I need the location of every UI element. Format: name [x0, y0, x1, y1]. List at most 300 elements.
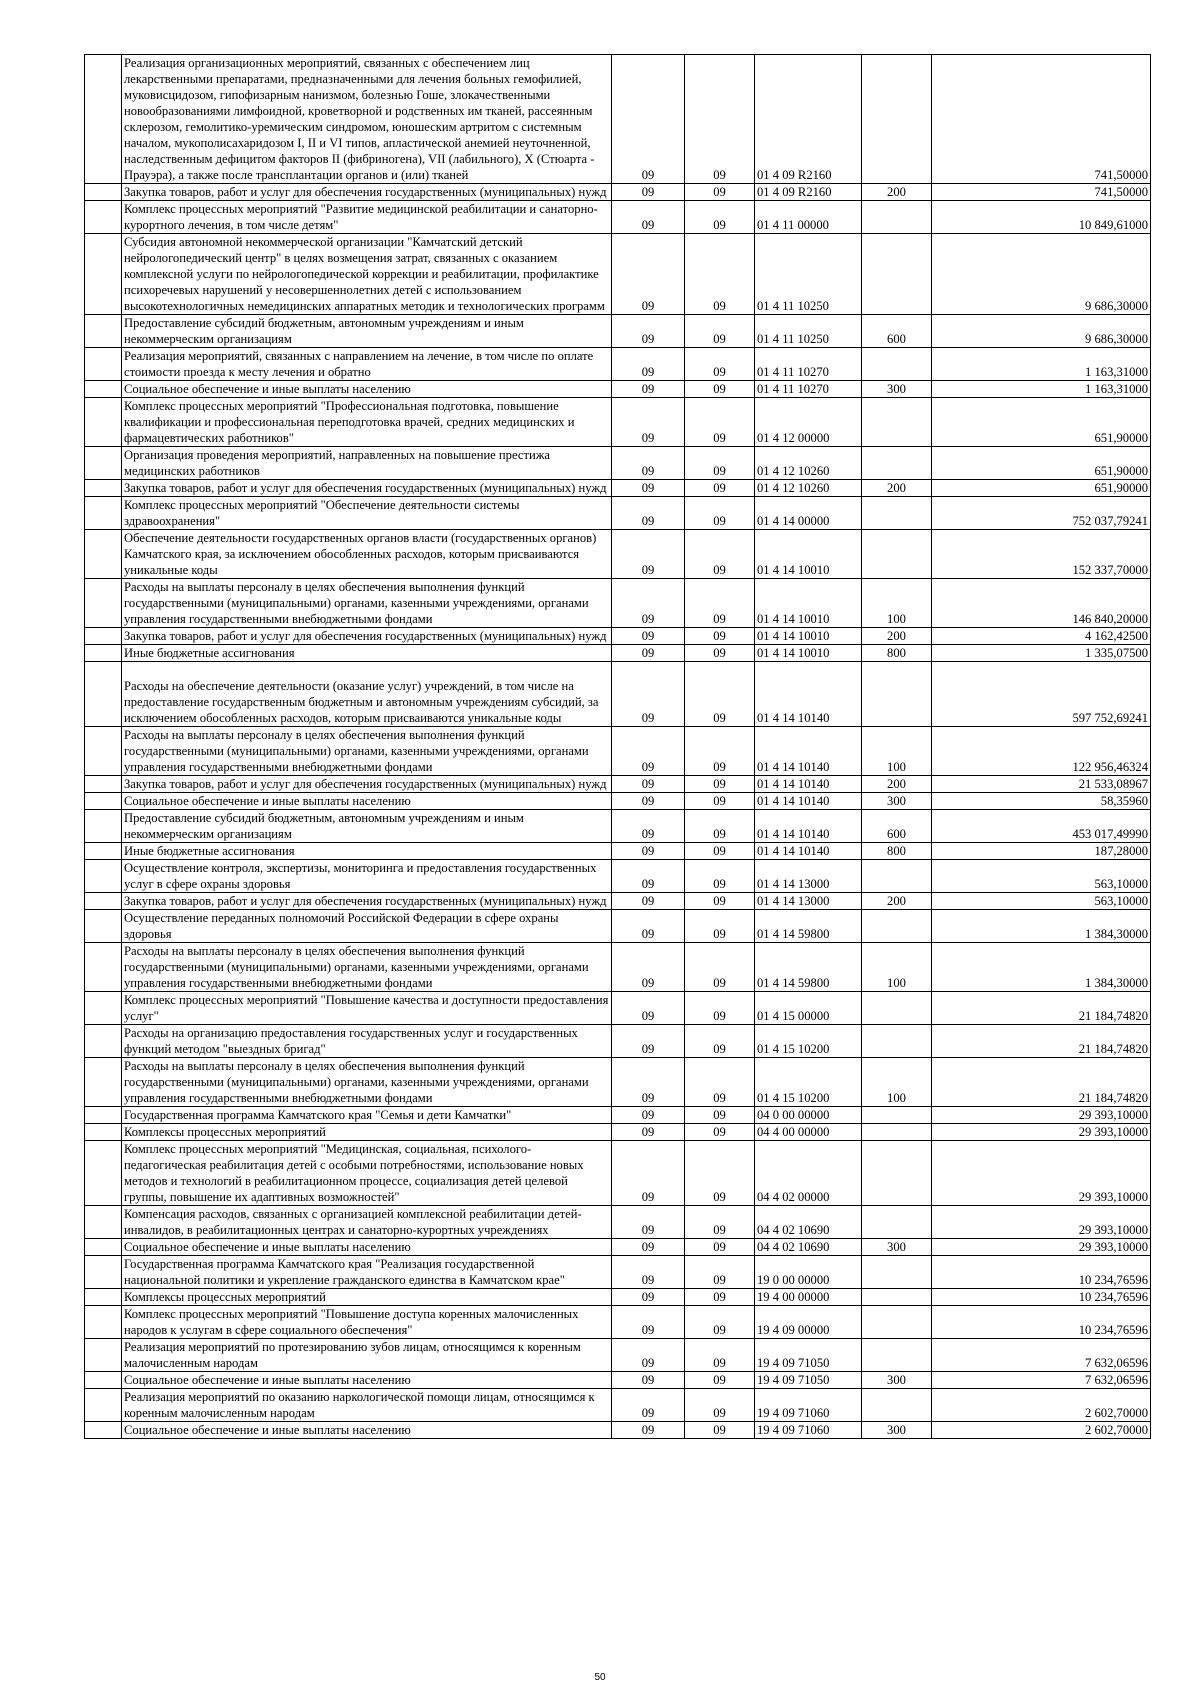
blank-cell — [85, 497, 122, 530]
expense-name-cell: Компенсация расходов, связанных с организацией комплексной реабилитации детей-инвалидов, в реабилитационных центрах и санаторно-курортных учреждениях — [122, 1206, 612, 1239]
expense-type-cell — [862, 662, 932, 727]
section-cell: 09 — [612, 910, 685, 943]
blank-cell — [85, 793, 122, 810]
table-row — [85, 910, 1151, 943]
target-article-cell: 04 4 02 00000 — [755, 1141, 862, 1206]
sum-cell: 1 163,31000 — [932, 381, 1151, 398]
table-row — [85, 381, 1151, 398]
sum-cell: 7 632,06596 — [932, 1372, 1151, 1389]
expense-name-cell: Предоставление субсидий бюджетным, автономным учреждениям и иным некоммерческим организациям — [122, 810, 612, 843]
target-article-cell: 01 4 14 13000 — [755, 860, 862, 893]
expense-type-cell: 200 — [862, 776, 932, 793]
expense-type-cell — [862, 497, 932, 530]
target-article-cell: 19 4 09 00000 — [755, 1306, 862, 1339]
sum-cell: 29 393,10000 — [932, 1206, 1151, 1239]
blank-cell — [85, 315, 122, 348]
target-article-cell: 01 4 12 10260 — [755, 447, 862, 480]
expense-type-cell — [862, 1124, 932, 1141]
sum-cell: 651,90000 — [932, 480, 1151, 497]
section-cell: 09 — [612, 1124, 685, 1141]
expense-name-cell: Комплекс процессных мероприятий "Профессиональная подготовка, повышение квалификации и профессиональная переподготовка врачей, средних медицинских и фармацевтических работников" — [122, 398, 612, 447]
blank-cell — [85, 1206, 122, 1239]
sum-cell: 21 184,74820 — [932, 1058, 1151, 1107]
section-cell: 09 — [612, 234, 685, 315]
expense-name-cell: Социальное обеспечение и иные выплаты населению — [122, 381, 612, 398]
section-cell: 09 — [612, 348, 685, 381]
table-row — [85, 810, 1151, 843]
table-row — [85, 1372, 1151, 1389]
sum-cell: 29 393,10000 — [932, 1239, 1151, 1256]
section-cell: 09 — [612, 1256, 685, 1289]
blank-cell — [85, 1058, 122, 1107]
expense-name-cell: Расходы на обеспечение деятельности (оказание услуг) учреждений, в том числе на предоставление государственным бюджетным и автономным учреждениям субсидий, за исключением обособленных расходов, которым присваиваются уникальные коды — [122, 662, 612, 727]
expense-type-cell — [862, 1306, 932, 1339]
subsection-cell: 09 — [685, 1256, 755, 1289]
subsection-cell: 09 — [685, 1141, 755, 1206]
expense-type-cell: 200 — [862, 628, 932, 645]
sum-cell: 21 533,08967 — [932, 776, 1151, 793]
table-row — [85, 579, 1151, 628]
section-cell: 09 — [612, 579, 685, 628]
target-article-cell: 19 4 09 71050 — [755, 1372, 862, 1389]
section-cell: 09 — [612, 447, 685, 480]
sum-cell: 9 686,30000 — [932, 234, 1151, 315]
table-row — [85, 1107, 1151, 1124]
expense-name-cell: Закупка товаров, работ и услуг для обеспечения государственных (муниципальных) нужд — [122, 776, 612, 793]
subsection-cell: 09 — [685, 497, 755, 530]
expense-name-cell: Реализация мероприятий по протезированию зубов лицам, относящимся к коренным малочисленным народам — [122, 1339, 612, 1372]
blank-cell — [85, 1289, 122, 1306]
expense-type-cell — [862, 398, 932, 447]
sum-cell: 651,90000 — [932, 447, 1151, 480]
target-article-cell: 01 4 12 00000 — [755, 398, 862, 447]
section-cell: 09 — [612, 943, 685, 992]
subsection-cell: 09 — [685, 793, 755, 810]
expense-type-cell — [862, 201, 932, 234]
section-cell: 09 — [612, 1389, 685, 1422]
table-row — [85, 1206, 1151, 1239]
expense-type-cell: 100 — [862, 1058, 932, 1107]
expense-name-cell: Социальное обеспечение и иные выплаты населению — [122, 1239, 612, 1256]
sum-cell: 10 234,76596 — [932, 1256, 1151, 1289]
section-cell: 09 — [612, 810, 685, 843]
subsection-cell: 09 — [685, 843, 755, 860]
expense-type-cell — [862, 1141, 932, 1206]
table-row — [85, 992, 1151, 1025]
subsection-cell: 09 — [685, 1306, 755, 1339]
table-row — [85, 893, 1151, 910]
expense-name-cell: Предоставление субсидий бюджетным, автономным учреждениям и иным некоммерческим организациям — [122, 315, 612, 348]
blank-cell — [85, 234, 122, 315]
blank-cell — [85, 530, 122, 579]
blank-cell — [85, 1389, 122, 1422]
section-cell: 09 — [612, 793, 685, 810]
section-cell: 09 — [612, 1339, 685, 1372]
table-row — [85, 628, 1151, 645]
section-cell: 09 — [612, 1372, 685, 1389]
target-article-cell: 01 4 11 10270 — [755, 381, 862, 398]
section-cell: 09 — [612, 860, 685, 893]
expense-name-cell: Реализация мероприятий по оказанию наркологической помощи лицам, относящимся к коренным малочисленным народам — [122, 1389, 612, 1422]
sum-cell: 187,28000 — [932, 843, 1151, 860]
sum-cell: 29 393,10000 — [932, 1141, 1151, 1206]
sum-cell: 453 017,49990 — [932, 810, 1151, 843]
expense-type-cell: 100 — [862, 727, 932, 776]
subsection-cell: 09 — [685, 628, 755, 645]
target-article-cell: 19 0 00 00000 — [755, 1256, 862, 1289]
section-cell: 09 — [612, 315, 685, 348]
sum-cell: 7 632,06596 — [932, 1339, 1151, 1372]
sum-cell: 122 956,46324 — [932, 727, 1151, 776]
blank-cell — [85, 1239, 122, 1256]
table-row — [85, 662, 1151, 727]
subsection-cell: 09 — [685, 381, 755, 398]
blank-cell — [85, 1141, 122, 1206]
target-article-cell: 01 4 14 10140 — [755, 662, 862, 727]
section-cell: 09 — [612, 843, 685, 860]
sum-cell: 563,10000 — [932, 893, 1151, 910]
sum-cell: 1 384,30000 — [932, 910, 1151, 943]
expense-name-cell: Расходы на выплаты персоналу в целях обеспечения выполнения функций государственными (муниципальными) органами, казенными учреждениями, органами управления государственными внебюджетными фондами — [122, 1058, 612, 1107]
sum-cell: 4 162,42500 — [932, 628, 1151, 645]
expense-type-cell: 300 — [862, 1422, 932, 1439]
table-row — [85, 1389, 1151, 1422]
subsection-cell: 09 — [685, 1124, 755, 1141]
section-cell: 09 — [612, 381, 685, 398]
subsection-cell: 09 — [685, 810, 755, 843]
target-article-cell: 19 4 09 71060 — [755, 1422, 862, 1439]
expense-name-cell: Осуществление переданных полномочий Российской Федерации в сфере охраны здоровья — [122, 910, 612, 943]
expense-type-cell — [862, 447, 932, 480]
sum-cell: 563,10000 — [932, 860, 1151, 893]
expense-name-cell: Расходы на выплаты персоналу в целях обеспечения выполнения функций государственными (муниципальными) органами, казенными учреждениями, органами управления государственными внебюджетными фондами — [122, 943, 612, 992]
expense-name-cell: Государственная программа Камчатского края "Семья и дети Камчатки" — [122, 1107, 612, 1124]
subsection-cell: 09 — [685, 1025, 755, 1058]
target-article-cell: 01 4 14 10140 — [755, 810, 862, 843]
subsection-cell: 09 — [685, 315, 755, 348]
blank-cell — [85, 1025, 122, 1058]
expense-type-cell — [862, 860, 932, 893]
expense-name-cell: Обеспечение деятельности государственных органов власти (государственных органов) Камчатского края, за исключением обособленных расходов, которым присваиваются уникальные коды — [122, 530, 612, 579]
expense-type-cell — [862, 234, 932, 315]
expense-type-cell — [862, 910, 932, 943]
target-article-cell: 01 4 14 10010 — [755, 645, 862, 662]
section-cell: 09 — [612, 645, 685, 662]
target-article-cell: 01 4 14 10140 — [755, 843, 862, 860]
blank-cell — [85, 447, 122, 480]
target-article-cell: 04 4 02 10690 — [755, 1206, 862, 1239]
table-row — [85, 398, 1151, 447]
target-article-cell: 01 4 09 R2160 — [755, 184, 862, 201]
expense-type-cell: 300 — [862, 793, 932, 810]
expense-type-cell — [862, 1289, 932, 1306]
section-cell: 09 — [612, 1289, 685, 1306]
subsection-cell: 09 — [685, 398, 755, 447]
target-article-cell: 01 4 14 10140 — [755, 793, 862, 810]
expense-name-cell: Комплекс процессных мероприятий "Обеспечение деятельности системы здравоохранения" — [122, 497, 612, 530]
blank-cell — [85, 776, 122, 793]
sum-cell: 741,50000 — [932, 184, 1151, 201]
expense-name-cell: Комплекс процессных мероприятий "Развитие медицинской реабилитации и санаторно-курортного лечения, в том числе детям" — [122, 201, 612, 234]
sum-cell: 1 335,07500 — [932, 645, 1151, 662]
table-row — [85, 776, 1151, 793]
blank-cell — [85, 943, 122, 992]
section-cell: 09 — [612, 530, 685, 579]
table-row — [85, 943, 1151, 992]
expense-name-cell: Иные бюджетные ассигнования — [122, 645, 612, 662]
sum-cell: 58,35960 — [932, 793, 1151, 810]
expense-type-cell — [862, 1206, 932, 1239]
blank-cell — [85, 727, 122, 776]
blank-cell — [85, 1306, 122, 1339]
expense-name-cell: Осуществление контроля, экспертизы, мониторинга и предоставления государственных услуг в сфере охраны здоровья — [122, 860, 612, 893]
subsection-cell: 09 — [685, 530, 755, 579]
section-cell: 09 — [612, 1422, 685, 1439]
subsection-cell: 09 — [685, 662, 755, 727]
subsection-cell: 09 — [685, 55, 755, 184]
blank-cell — [85, 910, 122, 943]
target-article-cell: 01 4 14 59800 — [755, 910, 862, 943]
sum-cell: 10 234,76596 — [932, 1289, 1151, 1306]
section-cell: 09 — [612, 201, 685, 234]
target-article-cell: 01 4 14 59800 — [755, 943, 862, 992]
subsection-cell: 09 — [685, 1239, 755, 1256]
sum-cell: 741,50000 — [932, 55, 1151, 184]
blank-cell — [85, 992, 122, 1025]
table-row — [85, 860, 1151, 893]
subsection-cell: 09 — [685, 1372, 755, 1389]
expense-name-cell: Комплекс процессных мероприятий "Повышение доступа коренных малочисленных народов к услугам в сфере социального обеспечения" — [122, 1306, 612, 1339]
blank-cell — [85, 579, 122, 628]
subsection-cell: 09 — [685, 910, 755, 943]
expense-name-cell: Закупка товаров, работ и услуг для обеспечения государственных (муниципальных) нужд — [122, 184, 612, 201]
section-cell: 09 — [612, 1239, 685, 1256]
subsection-cell: 09 — [685, 348, 755, 381]
target-article-cell: 04 4 00 00000 — [755, 1124, 862, 1141]
target-article-cell: 01 4 15 00000 — [755, 992, 862, 1025]
target-article-cell: 01 4 14 13000 — [755, 893, 862, 910]
expense-name-cell: Социальное обеспечение и иные выплаты населению — [122, 1372, 612, 1389]
table-row — [85, 348, 1151, 381]
blank-cell — [85, 184, 122, 201]
sum-cell: 1 384,30000 — [932, 943, 1151, 992]
subsection-cell: 09 — [685, 943, 755, 992]
subsection-cell: 09 — [685, 234, 755, 315]
subsection-cell: 09 — [685, 727, 755, 776]
blank-cell — [85, 55, 122, 184]
target-article-cell: 01 4 14 10010 — [755, 579, 862, 628]
table-row — [85, 201, 1151, 234]
section-cell: 09 — [612, 1058, 685, 1107]
expense-type-cell: 200 — [862, 480, 932, 497]
target-article-cell: 19 4 00 00000 — [755, 1289, 862, 1306]
expense-type-cell: 800 — [862, 645, 932, 662]
expense-name-cell: Закупка товаров, работ и услуг для обеспечения государственных (муниципальных) нужд — [122, 480, 612, 497]
sum-cell: 29 393,10000 — [932, 1124, 1151, 1141]
blank-cell — [85, 201, 122, 234]
expense-name-cell: Комплекс процессных мероприятий "Медицинская, социальная, психолого-педагогическая реабилитация детей с особыми потребностями, использование новых методов и технологий в реабилитационном процессе, социализация детей целевой группы, повышение их адаптивных возможностей" — [122, 1141, 612, 1206]
table-row — [85, 645, 1151, 662]
subsection-cell: 09 — [685, 1289, 755, 1306]
table-row — [85, 1256, 1151, 1289]
sum-cell: 152 337,70000 — [932, 530, 1151, 579]
blank-cell — [85, 645, 122, 662]
blank-cell — [85, 662, 122, 727]
subsection-cell: 09 — [685, 645, 755, 662]
expense-type-cell — [862, 530, 932, 579]
sum-cell: 10 849,61000 — [932, 201, 1151, 234]
subsection-cell: 09 — [685, 1422, 755, 1439]
expense-type-cell — [862, 55, 932, 184]
subsection-cell: 09 — [685, 1389, 755, 1422]
expense-type-cell: 200 — [862, 893, 932, 910]
section-cell: 09 — [612, 398, 685, 447]
table-row — [85, 843, 1151, 860]
section-cell: 09 — [612, 1141, 685, 1206]
target-article-cell: 01 4 14 00000 — [755, 497, 862, 530]
table-row — [85, 1339, 1151, 1372]
expense-type-cell — [862, 1256, 932, 1289]
section-cell: 09 — [612, 992, 685, 1025]
blank-cell — [85, 1256, 122, 1289]
table-row — [85, 447, 1151, 480]
target-article-cell: 01 4 12 10260 — [755, 480, 862, 497]
section-cell: 09 — [612, 893, 685, 910]
target-article-cell: 01 4 09 R2160 — [755, 55, 862, 184]
section-cell: 09 — [612, 662, 685, 727]
table-row — [85, 1124, 1151, 1141]
table-row — [85, 530, 1151, 579]
subsection-cell: 09 — [685, 893, 755, 910]
subsection-cell: 09 — [685, 860, 755, 893]
table-body — [85, 55, 1151, 1439]
expense-name-cell: Расходы на выплаты персоналу в целях обеспечения выполнения функций государственными (муниципальными) органами, казенными учреждениями, органами управления государственными внебюджетными фондами — [122, 727, 612, 776]
section-cell: 09 — [612, 184, 685, 201]
expense-type-cell: 300 — [862, 381, 932, 398]
expense-type-cell: 600 — [862, 810, 932, 843]
blank-cell — [85, 381, 122, 398]
blank-cell — [85, 893, 122, 910]
expense-type-cell — [862, 1339, 932, 1372]
blank-cell — [85, 398, 122, 447]
section-cell: 09 — [612, 628, 685, 645]
table-row — [85, 184, 1151, 201]
expense-type-cell: 300 — [862, 1239, 932, 1256]
expense-name-cell: Расходы на организацию предоставления государственных услуг и государственных функций методом "выездных бригад" — [122, 1025, 612, 1058]
blank-cell — [85, 628, 122, 645]
expense-type-cell: 600 — [862, 315, 932, 348]
expense-type-cell: 200 — [862, 184, 932, 201]
budget-table — [84, 54, 1151, 1439]
expense-type-cell: 100 — [862, 579, 932, 628]
blank-cell — [85, 1339, 122, 1372]
expense-type-cell — [862, 1025, 932, 1058]
expense-name-cell: Государственная программа Камчатского края "Реализация государственной национальной политики и укрепление гражданского единства в Камчатском крае" — [122, 1256, 612, 1289]
table-row — [85, 727, 1151, 776]
section-cell: 09 — [612, 1107, 685, 1124]
sum-cell: 2 602,70000 — [932, 1389, 1151, 1422]
page-number: 50 — [594, 1672, 606, 1683]
table-row — [85, 480, 1151, 497]
sum-cell: 9 686,30000 — [932, 315, 1151, 348]
subsection-cell: 09 — [685, 1206, 755, 1239]
table-row — [85, 1058, 1151, 1107]
blank-cell — [85, 1107, 122, 1124]
expense-name-cell: Закупка товаров, работ и услуг для обеспечения государственных (муниципальных) нужд — [122, 893, 612, 910]
blank-cell — [85, 348, 122, 381]
section-cell: 09 — [612, 1206, 685, 1239]
expense-name-cell: Реализация мероприятий, связанных с направлением на лечение, в том числе по оплате стоимости проезда к месту лечения и обратно — [122, 348, 612, 381]
target-article-cell: 01 4 14 10010 — [755, 628, 862, 645]
blank-cell — [85, 843, 122, 860]
target-article-cell: 01 4 14 10140 — [755, 727, 862, 776]
blank-cell — [85, 1124, 122, 1141]
target-article-cell: 01 4 11 10250 — [755, 315, 862, 348]
target-article-cell: 01 4 15 10200 — [755, 1025, 862, 1058]
sum-cell: 146 840,20000 — [932, 579, 1151, 628]
table-row — [85, 1025, 1151, 1058]
sum-cell: 21 184,74820 — [932, 1025, 1151, 1058]
target-article-cell: 01 4 14 10010 — [755, 530, 862, 579]
expense-type-cell — [862, 1107, 932, 1124]
expense-name-cell: Организация проведения мероприятий, направленных на повышение престижа медицинских работников — [122, 447, 612, 480]
expense-type-cell: 100 — [862, 943, 932, 992]
expense-name-cell: Закупка товаров, работ и услуг для обеспечения государственных (муниципальных) нужд — [122, 628, 612, 645]
section-cell: 09 — [612, 776, 685, 793]
target-article-cell: 01 4 11 00000 — [755, 201, 862, 234]
target-article-cell: 01 4 11 10250 — [755, 234, 862, 315]
subsection-cell: 09 — [685, 1107, 755, 1124]
target-article-cell: 04 0 00 00000 — [755, 1107, 862, 1124]
blank-cell — [85, 480, 122, 497]
table-row — [85, 315, 1151, 348]
expense-name-cell: Социальное обеспечение и иные выплаты населению — [122, 793, 612, 810]
table-row — [85, 234, 1151, 315]
expense-type-cell: 300 — [862, 1372, 932, 1389]
subsection-cell: 09 — [685, 447, 755, 480]
sum-cell: 21 184,74820 — [932, 992, 1151, 1025]
blank-cell — [85, 860, 122, 893]
expense-name-cell: Расходы на выплаты персоналу в целях обеспечения выполнения функций государственными (муниципальными) органами, казенными учреждениями, органами управления государственными внебюджетными фондами — [122, 579, 612, 628]
table-row — [85, 497, 1151, 530]
section-cell: 09 — [612, 480, 685, 497]
sum-cell: 597 752,69241 — [932, 662, 1151, 727]
subsection-cell: 09 — [685, 1058, 755, 1107]
target-article-cell: 01 4 15 10200 — [755, 1058, 862, 1107]
expense-type-cell — [862, 1389, 932, 1422]
blank-cell — [85, 810, 122, 843]
expense-type-cell: 800 — [862, 843, 932, 860]
expense-type-cell — [862, 992, 932, 1025]
expense-name-cell: Комплексы процессных мероприятий — [122, 1124, 612, 1141]
target-article-cell: 19 4 09 71060 — [755, 1389, 862, 1422]
sum-cell: 1 163,31000 — [932, 348, 1151, 381]
target-article-cell: 01 4 14 10140 — [755, 776, 862, 793]
subsection-cell: 09 — [685, 1339, 755, 1372]
subsection-cell: 09 — [685, 480, 755, 497]
expense-name-cell: Социальное обеспечение и иные выплаты населению — [122, 1422, 612, 1439]
table-row — [85, 1422, 1151, 1439]
expense-name-cell: Субсидия автономной некоммерческой организации "Камчатский детский нейрологопедический центр" в целях возмещения затрат, связанных с оказанием комплексной услуги по нейрологопедической коррекции и реабилитации, профилактике психоречевых нарушений у несовершеннолетних детей с использованием высокотехнологичных немедицинских аппаратных методик и технологических программ — [122, 234, 612, 315]
target-article-cell: 04 4 02 10690 — [755, 1239, 862, 1256]
sum-cell: 29 393,10000 — [932, 1107, 1151, 1124]
table-row — [85, 1289, 1151, 1306]
section-cell: 09 — [612, 1306, 685, 1339]
section-cell: 09 — [612, 1025, 685, 1058]
subsection-cell: 09 — [685, 992, 755, 1025]
sum-cell: 2 602,70000 — [932, 1422, 1151, 1439]
table-row — [85, 1306, 1151, 1339]
